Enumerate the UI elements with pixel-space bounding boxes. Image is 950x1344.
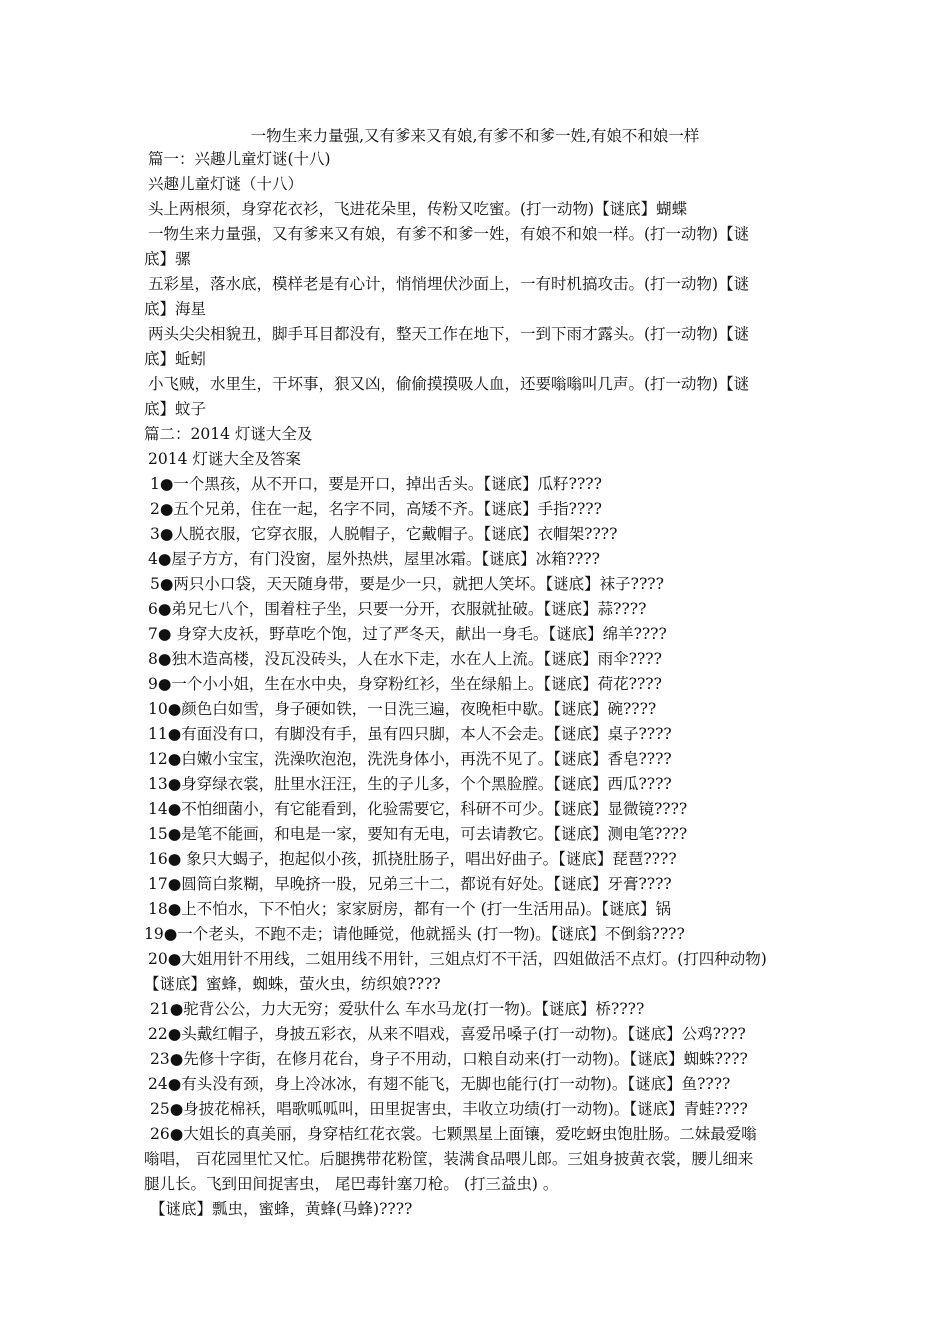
- riddle-line: 8●独木造高楼，没瓦没砖头，人在水下走，水在人上流。【谜底】雨伞????: [148, 650, 662, 668]
- riddle-line: 21●驼背公公，力大无穷；爱驮什么 车水马龙(打一物)。【谜底】桥????: [150, 1000, 645, 1018]
- riddle-line: 5●两只小口袋，天天随身带，要是少一只，就把人笑坏。【谜底】袜子????: [150, 575, 664, 593]
- riddle-line: 头上两根须，身穿花衣衫，飞进花朵里，传粉又吃蜜。(打一动物)【谜底】蝴蝶: [148, 200, 688, 218]
- riddle-line: 18●上不怕水，下不怕火；家家厨房，都有一个 (打一生活用品)。【谜底】锅: [148, 900, 672, 918]
- riddle-line: 10●颜色白如雪，身子硬如铁，一日洗三遍，夜晚柜中歇。【谜底】碗????: [148, 700, 657, 718]
- riddle-line: 11●有面没有口，有脚没有手，虽有四只脚，本人不会走。【谜底】桌子????: [148, 725, 672, 743]
- riddle-line: 6●弟兄七八个，围着柱子坐，只要一分开，衣服就扯破。【谜底】蒜????: [148, 600, 647, 618]
- riddle-line: 25●身披花棉袄，唱歌呱呱叫，田里捉害虫，丰收立功绩(打一动物)。【谜底】青蛙????: [150, 1100, 748, 1118]
- riddle-line: 底】海星: [144, 300, 207, 318]
- riddle-line: 9●一个小小姐，生在水中央，身穿粉红衫，坐在绿船上。【谜底】荷花????: [148, 675, 662, 693]
- riddle-line: 12●白嫩小宝宝，洗澡吹泡泡，洗洗身体小，再洗不见了。【谜底】香皂????: [148, 750, 672, 768]
- riddle-line: 20●大姐用针不用线，二姐用线不用针，三姐点灯不干活，四姐做活不点灯。(打四种动物): [148, 950, 767, 968]
- riddle-line: 嗡唱， 百花园里忙又忙。后腿携带花粉筐，装满食品喂儿郎。三姐身披黄衣裳，腰儿细来: [144, 1150, 754, 1168]
- riddle-line: 2●五个兄弟，住在一起，名字不同，高矮不齐。【谜底】手指????: [150, 500, 602, 518]
- riddle-line: 7● 身穿大皮袄，野草吃个饱，过了严冬天，献出一身毛。【谜底】绵羊????: [148, 625, 667, 643]
- riddle-line: 一物生来力量强，又有爹来又有娘，有爹不和爹一姓，有娘不和娘一样。(打一动物)【谜: [148, 225, 750, 243]
- riddle-line: 两头尖尖相貌丑，脚手耳目都没有，整天工作在地下，一到下雨才露头。(打一动物)【谜: [148, 325, 750, 343]
- riddle-line: 19●一个老头，不跑不走；请他睡觉，他就摇头 (打一物)。【谜底】不倒翁????: [144, 925, 685, 943]
- riddle-line: 17●圆筒白浆糊，早晚挤一股，兄弟三十二，都说有好处。【谜底】牙膏????: [148, 875, 672, 893]
- riddle-line: 【谜底】蜜蜂，蜘蛛，萤火虫，纺织娘????: [144, 975, 441, 993]
- part1-heading: 篇一：兴趣儿童灯谜(十八): [148, 150, 331, 168]
- riddle-line: 13●身穿绿衣裳，肚里水汪汪，生的子儿多，个个黑脸膛。【谜底】西瓜????: [148, 775, 672, 793]
- riddle-line: 【谜底】瓢虫，蜜蜂，黄蜂(马蜂)????: [150, 1200, 413, 1218]
- part2-heading: 篇二：2014 灯谜大全及: [144, 425, 313, 443]
- riddle-line: 14●不怕细菌小，有它能看到，化验需要它，科研不可少。【谜底】显微镜????: [148, 800, 688, 818]
- riddle-line: 23●先修十字街，在修月花台，身子不用动，口粮自动来(打一动物)。【谜底】蜘蛛????: [150, 1050, 748, 1068]
- riddle-line: 小飞贼，水里生，干坏事，狠又凶，偷偷摸摸吸人血，还要嗡嗡叫几声。(打一动物)【谜: [148, 375, 750, 393]
- riddle-line: 底】蚯蚓: [144, 350, 207, 368]
- riddle-line: 底】蚊子: [144, 400, 207, 418]
- part1-subheading: 兴趣儿童灯谜（十八）: [148, 175, 304, 193]
- riddle-line: 底】骡: [144, 250, 191, 268]
- document-title: 一物生来力量强,又有爹来又有娘,有爹不和爹一姓,有娘不和娘一样: [250, 127, 700, 145]
- riddle-line: 26●大姐长的真美丽，身穿桔红花衣裳。七颗黑星上面镶，爱吃蚜虫饱肚肠。二妹最爱嗡: [150, 1125, 757, 1143]
- riddle-line: 4●屋子方方，有门没窗，屋外热烘，屋里冰霜。【谜底】冰箱????: [148, 550, 600, 568]
- part2-subheading: 2014 灯谜大全及答案: [148, 450, 301, 468]
- riddle-line: 24●有头没有颈，身上冷冰冰，有翅不能飞，无脚也能行(打一动物)。【谜底】鱼????: [148, 1075, 731, 1093]
- riddle-line: 22●头戴红帽子，身披五彩衣，从来不唱戏，喜爱吊嗓子(打一动物)。【谜底】公鸡????: [148, 1025, 746, 1043]
- riddle-line: 五彩星，落水底，模样老是有心计，悄悄埋伏沙面上，一有时机搞攻击。(打一动物)【谜: [148, 275, 750, 293]
- riddle-line: 1●一个黑孩，从不开口，要是开口，掉出舌头。【谜底】瓜籽????: [150, 475, 602, 493]
- riddle-line: 3●人脱衣服，它穿衣服，人脱帽子，它戴帽子。【谜底】衣帽架????: [150, 525, 618, 543]
- riddle-line: 腿儿长。飞到田间捉害虫， 尾巴毒针塞刀枪。 (打三益虫) 。: [144, 1175, 559, 1193]
- riddle-line: 16● 象只大蝎子，抱起似小孩，抓挠肚肠子，唱出好曲子。【谜底】琵琶????: [148, 850, 677, 868]
- riddle-line: 15●是笔不能画，和电是一家，要知有无电，可去请教它。【谜底】测电笔????: [148, 825, 688, 843]
